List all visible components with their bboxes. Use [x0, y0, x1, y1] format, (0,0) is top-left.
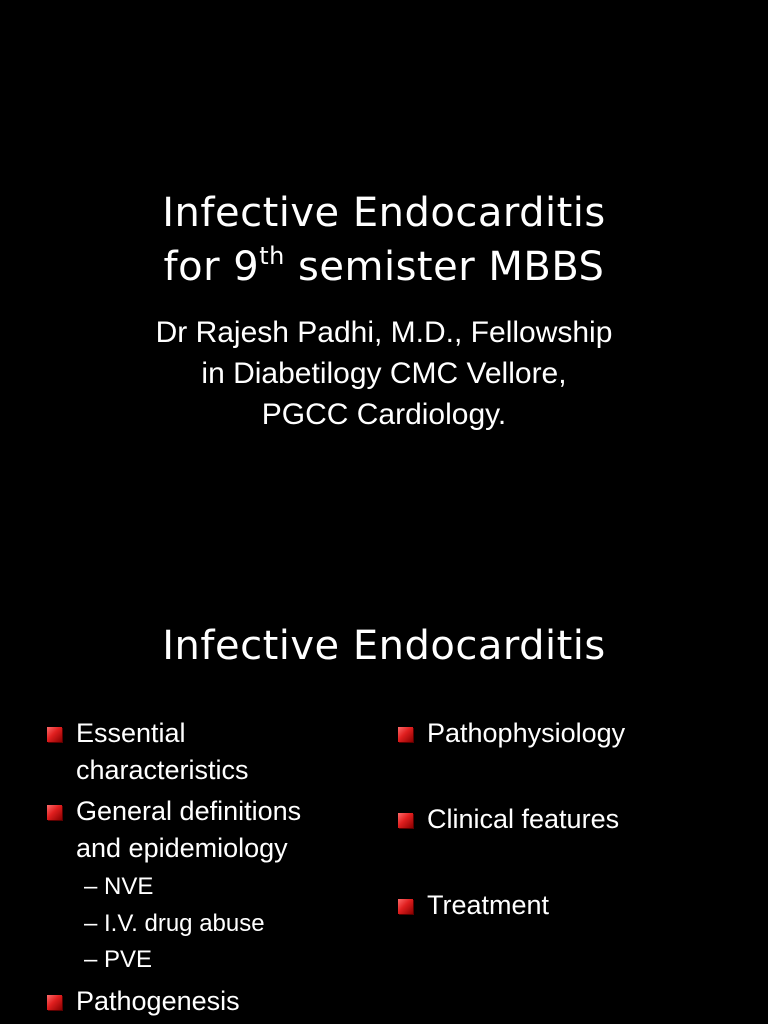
- sub-bullet-nve: – NVE: [84, 873, 154, 900]
- subtitle-line-2: in Diabetilogy CMC Vellore,: [201, 357, 567, 390]
- bullet-text: Clinical features: [427, 804, 620, 834]
- bullet-marker-icon: [47, 805, 62, 820]
- bullet-text-line-2: characteristics: [76, 755, 249, 785]
- bullet-marker-icon: [398, 899, 413, 914]
- outline-slide: [0, 512, 768, 1024]
- bullet-essential-characteristics: [76, 715, 249, 789]
- bullet-text: Pathophysiology: [427, 718, 626, 748]
- title-line-2-post: semister MBBS: [284, 244, 605, 290]
- bullet-marker-icon: [398, 813, 413, 828]
- subtitle-line-1: Dr Rajesh Padhi, M.D., Fellowship: [155, 316, 613, 349]
- bullet-pathophysiology: [427, 715, 625, 752]
- bullet-clinical-features: [427, 801, 619, 838]
- slide-title: Infective Endocarditis: [162, 623, 606, 669]
- bullet-text: Treatment: [427, 890, 550, 920]
- slide-subtitle: [0, 312, 768, 435]
- title-line-2-superscript: th: [259, 242, 285, 270]
- bullet-general-definitions: [76, 793, 301, 867]
- bullet-treatment: [427, 887, 549, 924]
- bullet-marker-icon: [47, 727, 62, 742]
- bullet-text-line-2: and epidemiology: [76, 833, 288, 863]
- bullet-text-line-1: General definitions: [76, 796, 302, 826]
- bullet-marker-icon: [398, 727, 413, 742]
- subtitle-line-3: PGCC Cardiology.: [261, 398, 507, 431]
- bullet-text-line-1: Essential: [76, 718, 186, 748]
- bullet-marker-icon: [47, 995, 62, 1010]
- sub-bullet-iv-drug-abuse: – I.V. drug abuse: [84, 910, 265, 937]
- sub-bullet-pve: – PVE: [84, 946, 153, 973]
- title-line-2-pre: for 9: [163, 244, 260, 290]
- slide-title: [0, 186, 768, 294]
- bullet-pathogenesis: [76, 983, 240, 1020]
- bullet-text: Pathogenesis: [76, 986, 240, 1016]
- title-line-2: [0, 240, 768, 294]
- title-line-1: Infective Endocarditis: [162, 190, 606, 236]
